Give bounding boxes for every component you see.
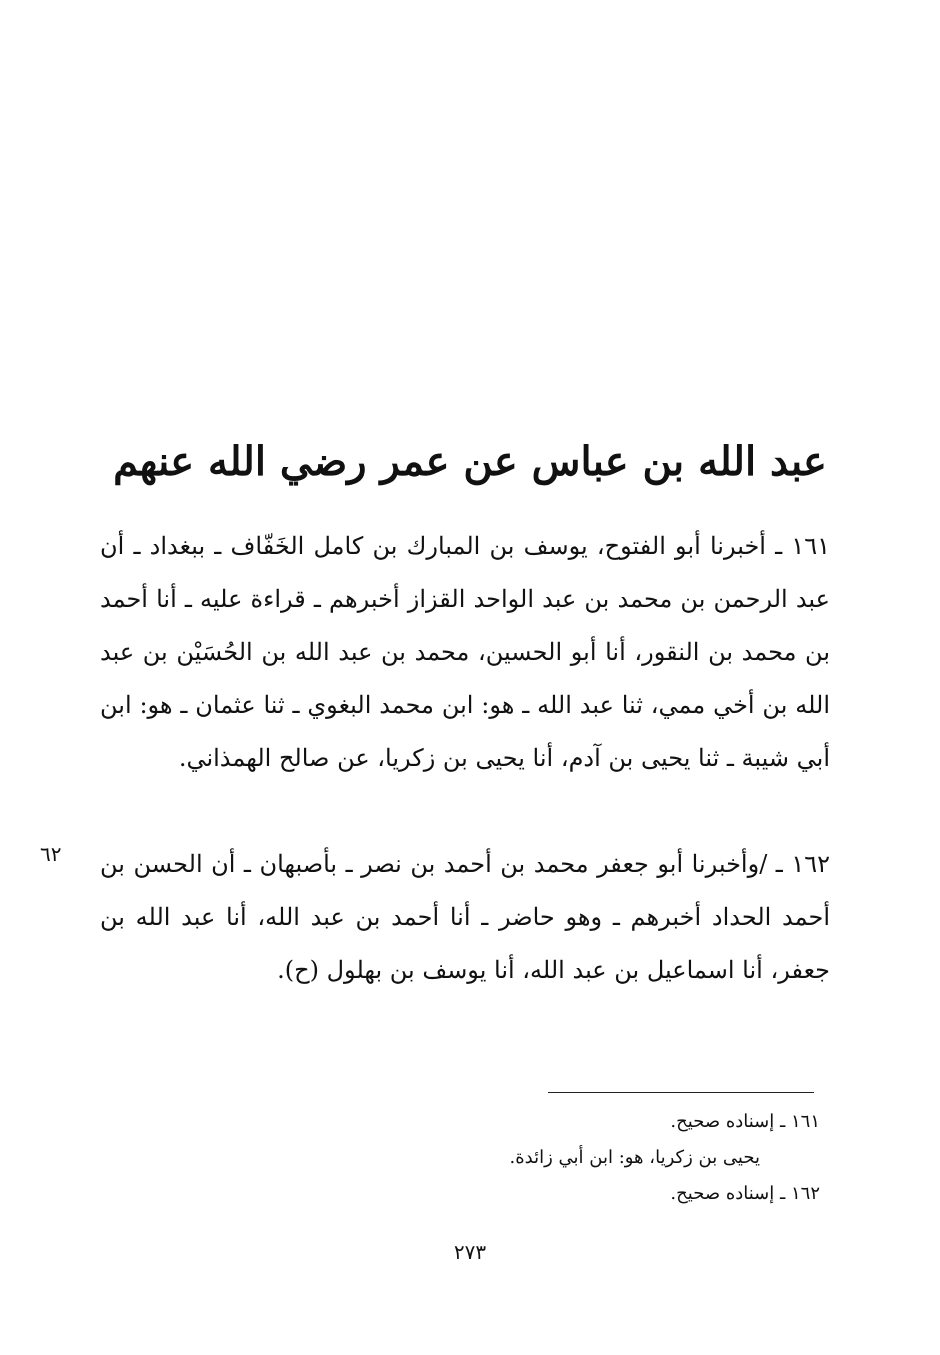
footnote-161: ١٦١ ـ إسناده صحيح. [670,1111,820,1132]
margin-note: ٦٢ [40,842,62,866]
page-title: عبد الله بن عباس عن عمر رضي الله عنهم [113,438,827,485]
footnotes [380,1104,820,1212]
footnote-divider [548,1092,814,1093]
paragraph-162: ١٦٢ ـ /وأخبرنا أبو جعفر محمد بن أحمد بن نصر ـ بأصبهان ـ أن الحسن بن أحمد الحداد أخبرهم ـ وهو حاضر ـ أنا أحمد بن عبد الله، أنا عبد الله بن جعفر، أنا اسماعيل بن عبد الله، أنا يوسف بن بهلول (ح). [100,850,830,984]
footnote-162: ١٦٢ ـ إسناده صحيح. [670,1183,820,1204]
footnote-161-note: يحيى بن زكريا، هو: ابن أبي زائدة. [509,1147,760,1168]
page-number: ٢٧٣ [453,1240,487,1264]
paragraph-161: ١٦١ ـ أخبرنا أبو الفتوح، يوسف بن المبارك بن كامل الخَفّاف ـ ببغداد ـ أن عبد الرحمن بن محمد بن عبد الواحد القزاز أخبرهم ـ قراءة عليه ـ أنا أحمد بن محمد بن النقور، أنا أبو الحسين، محمد بن عبد الله بن الحُسَيْن بن عبد الله بن أخي ممي، ثنا عبد الله ـ هو: ابن محمد البغوي ـ ثنا عثمان ـ هو: ابن أبي شيبة ـ ثنا يحيى بن آدم، أنا يحيى بن زكريا، عن صالح الهمذاني. [100,532,830,772]
